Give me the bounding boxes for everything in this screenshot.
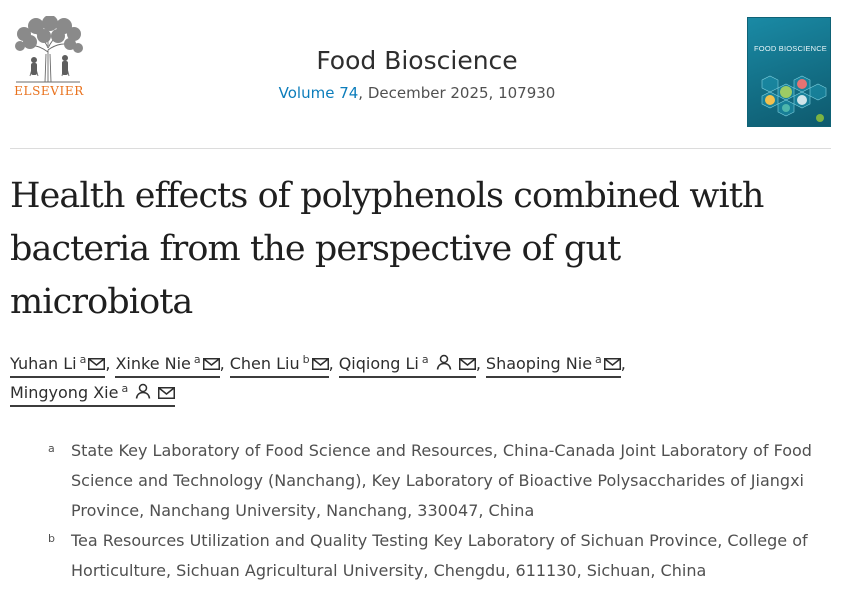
affiliation-ref: b — [302, 353, 310, 366]
envelope-icon — [604, 358, 621, 370]
affiliation-list — [10, 436, 830, 586]
envelope-icon — [158, 387, 175, 399]
author-name: Xinke Nie — [115, 354, 191, 373]
envelope-icon — [459, 358, 476, 370]
journal-cover[interactable] — [747, 17, 831, 127]
publisher-name: ELSEVIER — [14, 84, 84, 98]
author-line-2 — [10, 377, 830, 406]
author-list — [10, 348, 830, 406]
cover-title: FOOD BIOSCIENCE — [754, 44, 828, 53]
affiliation-ref: a — [421, 353, 429, 366]
separator: , — [620, 354, 626, 373]
journal-title[interactable]: Food Bioscience — [316, 46, 518, 75]
author-name: Mingyong Xie — [10, 383, 119, 402]
affiliation-ref: a — [121, 382, 129, 395]
author-name: Chen Liu — [229, 354, 300, 373]
volume-link[interactable]: Volume 74 — [278, 84, 359, 102]
affiliation-ref: a — [193, 353, 201, 366]
author-link[interactable] — [230, 348, 329, 378]
author-name: Shaoping Nie — [485, 354, 593, 373]
article-title: Health effects of polyphenols combined with bacteria from the perspective of gut microbiota — [10, 176, 764, 322]
envelope-icon — [312, 358, 329, 370]
affiliation-item — [10, 526, 830, 586]
author-link[interactable] — [10, 377, 175, 407]
person-icon — [436, 354, 452, 370]
affiliation-ref: a — [79, 353, 87, 366]
affiliation-text: State Key Laboratory of Food Science and Resources, China-Canada Joint Laboratory of Food Science and Technology (Nanchang), Key Laboratory of Bioactive Polysaccharides of Jiangxi Province, Nanchang University, Nanchang, 330047, China — [71, 441, 812, 520]
affiliation-text: Tea Resources Utilization and Quality Testing Key Laboratory of Sichuan Province, College of Horticulture, Sichuan Agricultural University, Chengdu, 611130, Sichuan, China — [71, 531, 808, 580]
author-link[interactable] — [486, 348, 621, 378]
author-link[interactable] — [115, 348, 219, 378]
separator: , — [328, 354, 334, 373]
elsevier-tree-icon — [10, 16, 86, 84]
cover-hexagon-art — [748, 66, 831, 127]
affiliation-ref: a — [595, 353, 602, 366]
affiliation-item — [10, 436, 830, 526]
issue-date: , December 2025, 107930 — [358, 84, 556, 102]
header-divider — [10, 148, 831, 149]
author-line-1 — [10, 348, 830, 377]
author-link[interactable] — [10, 348, 105, 378]
separator: , — [105, 354, 111, 373]
separator: , — [219, 354, 225, 373]
affiliation-label: b — [48, 532, 55, 545]
journal-info — [200, 44, 634, 102]
envelope-icon — [203, 358, 220, 370]
author-link[interactable] — [339, 348, 476, 378]
author-name: Qiqiong Li — [338, 354, 419, 373]
journal-issue-info — [200, 84, 634, 102]
person-icon — [135, 383, 151, 399]
journal-header — [0, 0, 849, 150]
separator: , — [475, 354, 481, 373]
affiliation-label: a — [48, 442, 55, 455]
author-name: Yuhan Li — [10, 354, 77, 373]
envelope-icon — [88, 358, 105, 370]
